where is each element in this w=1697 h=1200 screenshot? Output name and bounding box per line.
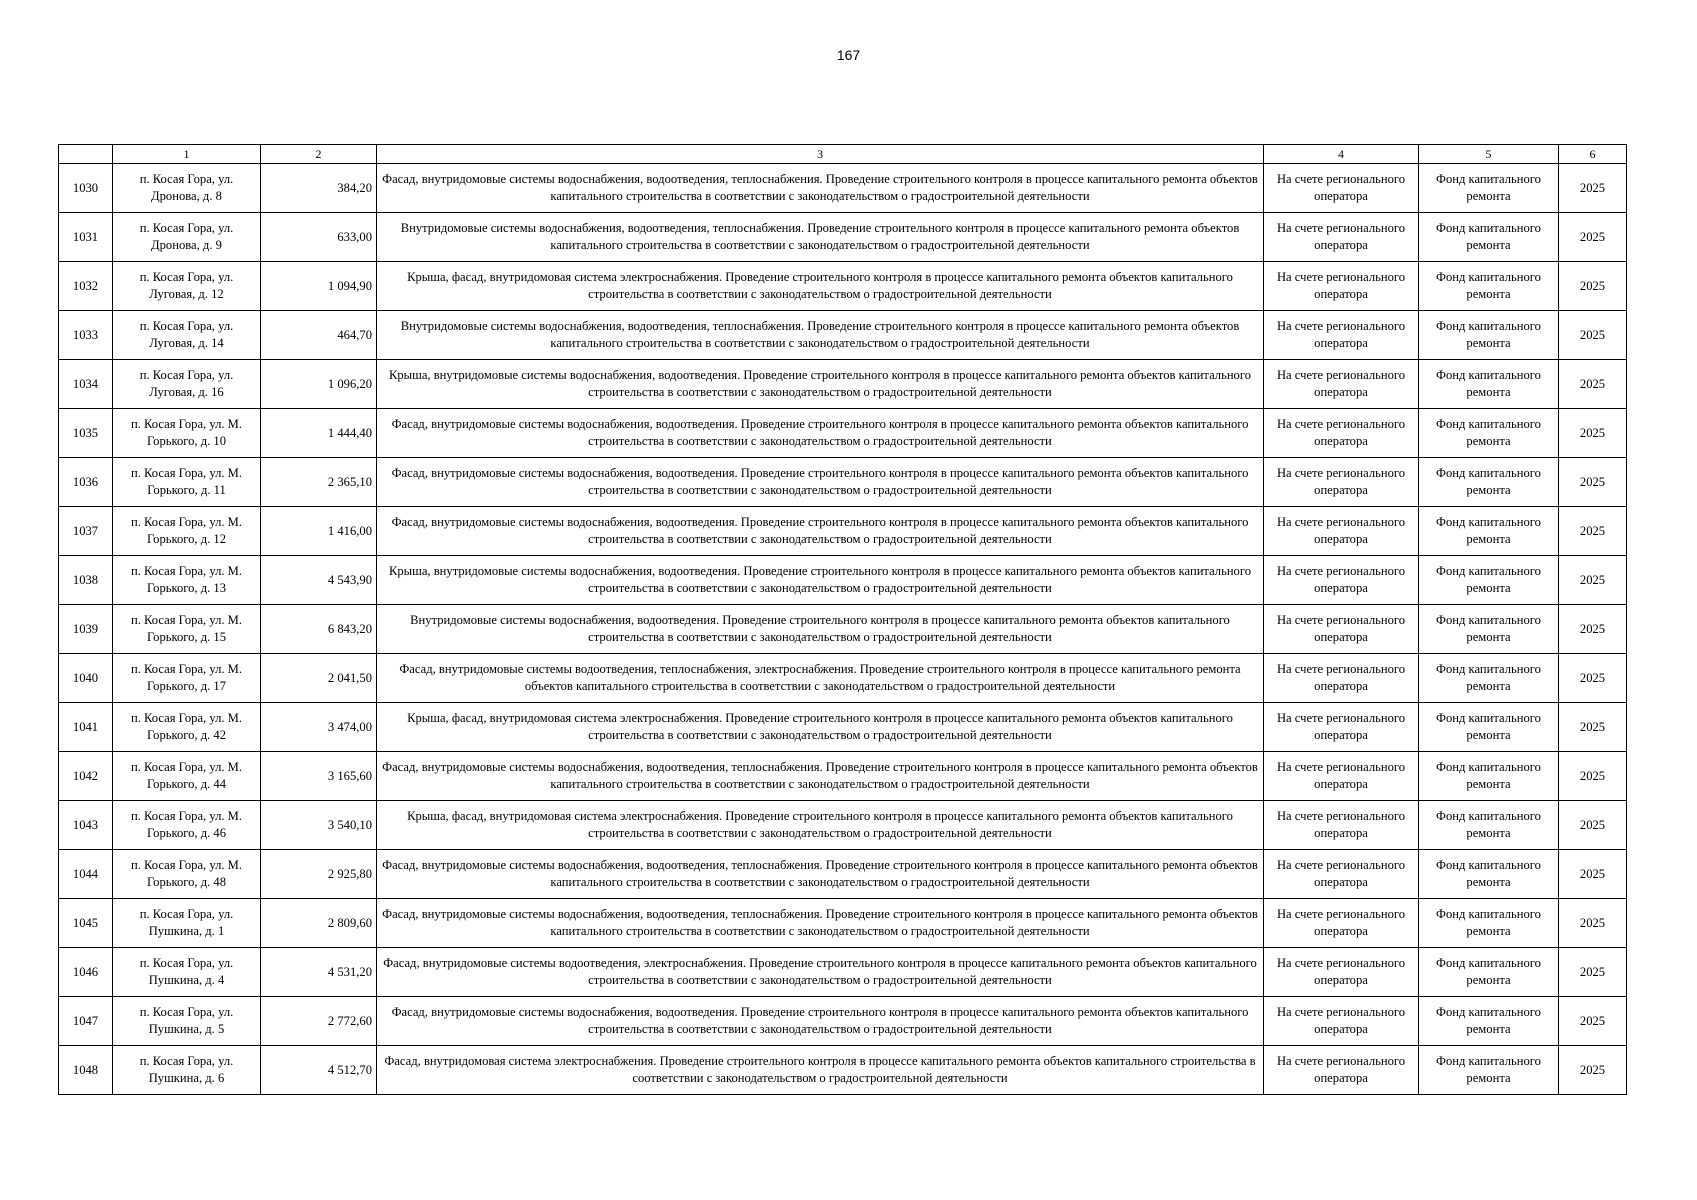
address-cell: п. Косая Гора, ул. М. Горького, д. 13 <box>113 556 261 605</box>
address-cell: п. Косая Гора, ул. М. Горького, д. 46 <box>113 801 261 850</box>
funding-source-cell: Фонд капитального ремонта <box>1419 850 1559 899</box>
year-cell: 2025 <box>1559 850 1627 899</box>
works-cell: Фасад, внутридомовая система электроснабжения. Проведение строительного контроля в процессе капитального ремонта объектов капитального строительства в соответствии с законодательством о градостроительной деятельности <box>377 1046 1264 1095</box>
works-cell: Фасад, внутридомовые системы водоснабжения, водоотведения. Проведение строительного контроля в процессе капитального ремонта объектов капитального строительства в соответствии с законодательством о градостроительной деятельности <box>377 997 1264 1046</box>
table-row <box>59 458 1627 507</box>
year-cell: 2025 <box>1559 605 1627 654</box>
address-cell: п. Косая Гора, ул. Дронова, д. 9 <box>113 213 261 262</box>
account-method-cell: На счете регионального оператора <box>1264 752 1419 801</box>
works-cell: Фасад, внутридомовые системы водоснабжения, водоотведения. Проведение строительного контроля в процессе капитального ремонта объектов капитального строительства в соответствии с законодательством о градостроительной деятельности <box>377 458 1264 507</box>
account-method-cell: На счете регионального оператора <box>1264 311 1419 360</box>
row-number: 1032 <box>59 262 113 311</box>
row-number: 1047 <box>59 997 113 1046</box>
account-method-cell: На счете регионального оператора <box>1264 899 1419 948</box>
address-cell: п. Косая Гора, ул. Пушкина, д. 5 <box>113 997 261 1046</box>
works-cell: Крыша, внутридомовые системы водоснабжения, водоотведения. Проведение строительного контроля в процессе капитального ремонта объектов капитального строительства в соответствии с законодательством о градостроительной деятельности <box>377 360 1264 409</box>
area-cell: 384,20 <box>261 164 377 213</box>
header-cell: 6 <box>1559 145 1627 164</box>
funding-source-cell: Фонд капитального ремонта <box>1419 1046 1559 1095</box>
row-number: 1043 <box>59 801 113 850</box>
account-method-cell: На счете регионального оператора <box>1264 458 1419 507</box>
funding-source-cell: Фонд капитального ремонта <box>1419 360 1559 409</box>
table-row <box>59 605 1627 654</box>
table-row <box>59 556 1627 605</box>
address-cell: п. Косая Гора, ул. М. Горького, д. 48 <box>113 850 261 899</box>
header-row <box>59 145 1627 164</box>
row-number: 1035 <box>59 409 113 458</box>
address-cell: п. Косая Гора, ул. Луговая, д. 14 <box>113 311 261 360</box>
funding-source-cell: Фонд капитального ремонта <box>1419 899 1559 948</box>
works-cell: Внутридомовые системы водоснабжения, водоотведения, теплоснабжения. Проведение строительного контроля в процессе капитального ремонта объектов капитального строительства в соответствии с законодательством о градостроительной деятельности <box>377 213 1264 262</box>
year-cell: 2025 <box>1559 164 1627 213</box>
works-cell: Крыша, фасад, внутридомовая система электроснабжения. Проведение строительного контроля в процессе капитального ремонта объектов капитального строительства в соответствии с законодательством о градостроительной деятельности <box>377 801 1264 850</box>
repair-register-table <box>58 144 1627 1095</box>
year-cell: 2025 <box>1559 1046 1627 1095</box>
area-cell: 4 543,90 <box>261 556 377 605</box>
table-row <box>59 899 1627 948</box>
row-number: 1042 <box>59 752 113 801</box>
table-row <box>59 850 1627 899</box>
area-cell: 2 925,80 <box>261 850 377 899</box>
header-cell: 1 <box>113 145 261 164</box>
works-cell: Фасад, внутридомовые системы водоотведения, электроснабжения. Проведение строительного контроля в процессе капитального ремонта объектов капитального строительства в соответствии с законодательством о градостроительной деятельности <box>377 948 1264 997</box>
account-method-cell: На счете регионального оператора <box>1264 409 1419 458</box>
account-method-cell: На счете регионального оператора <box>1264 360 1419 409</box>
works-cell: Фасад, внутридомовые системы водоснабжения, водоотведения. Проведение строительного контроля в процессе капитального ремонта объектов капитального строительства в соответствии с законодательством о градостроительной деятельности <box>377 409 1264 458</box>
area-cell: 2 772,60 <box>261 997 377 1046</box>
row-number: 1037 <box>59 507 113 556</box>
area-cell: 1 096,20 <box>261 360 377 409</box>
address-cell: п. Косая Гора, ул. М. Горького, д. 12 <box>113 507 261 556</box>
row-number: 1036 <box>59 458 113 507</box>
funding-source-cell: Фонд капитального ремонта <box>1419 311 1559 360</box>
year-cell: 2025 <box>1559 311 1627 360</box>
area-cell: 1 416,00 <box>261 507 377 556</box>
funding-source-cell: Фонд капитального ремонта <box>1419 801 1559 850</box>
year-cell: 2025 <box>1559 507 1627 556</box>
area-cell: 3 540,10 <box>261 801 377 850</box>
account-method-cell: На счете регионального оператора <box>1264 262 1419 311</box>
account-method-cell: На счете регионального оператора <box>1264 654 1419 703</box>
works-cell: Крыша, внутридомовые системы водоснабжения, водоотведения. Проведение строительного контроля в процессе капитального ремонта объектов капитального строительства в соответствии с законодательством о градостроительной деятельности <box>377 556 1264 605</box>
row-number: 1033 <box>59 311 113 360</box>
address-cell: п. Косая Гора, ул. Пушкина, д. 6 <box>113 1046 261 1095</box>
row-number: 1031 <box>59 213 113 262</box>
works-cell: Внутридомовые системы водоснабжения, водоотведения, теплоснабжения. Проведение строительного контроля в процессе капитального ремонта объектов капитального строительства в соответствии с законодательством о градостроительной деятельности <box>377 311 1264 360</box>
row-number: 1034 <box>59 360 113 409</box>
funding-source-cell: Фонд капитального ремонта <box>1419 458 1559 507</box>
row-number: 1040 <box>59 654 113 703</box>
year-cell: 2025 <box>1559 801 1627 850</box>
account-method-cell: На счете регионального оператора <box>1264 948 1419 997</box>
works-cell: Крыша, фасад, внутридомовая система электроснабжения. Проведение строительного контроля в процессе капитального ремонта объектов капитального строительства в соответствии с законодательством о градостроительной деятельности <box>377 703 1264 752</box>
row-number: 1038 <box>59 556 113 605</box>
account-method-cell: На счете регионального оператора <box>1264 801 1419 850</box>
funding-source-cell: Фонд капитального ремонта <box>1419 997 1559 1046</box>
row-number: 1046 <box>59 948 113 997</box>
table-row <box>59 654 1627 703</box>
address-cell: п. Косая Гора, ул. Луговая, д. 16 <box>113 360 261 409</box>
funding-source-cell: Фонд капитального ремонта <box>1419 556 1559 605</box>
table-row <box>59 752 1627 801</box>
works-cell: Фасад, внутридомовые системы водоснабжения, водоотведения, теплоснабжения. Проведение строительного контроля в процессе капитального ремонта объектов капитального строительства в соответствии с законодательством о градостроительной деятельности <box>377 164 1264 213</box>
funding-source-cell: Фонд капитального ремонта <box>1419 654 1559 703</box>
account-method-cell: На счете регионального оператора <box>1264 850 1419 899</box>
row-number: 1048 <box>59 1046 113 1095</box>
area-cell: 1 094,90 <box>261 262 377 311</box>
row-number: 1044 <box>59 850 113 899</box>
table-row <box>59 1046 1627 1095</box>
area-cell: 4 512,70 <box>261 1046 377 1095</box>
works-cell: Крыша, фасад, внутридомовая система электроснабжения. Проведение строительного контроля в процессе капитального ремонта объектов капитального строительства в соответствии с законодательством о градостроительной деятельности <box>377 262 1264 311</box>
account-method-cell: На счете регионального оператора <box>1264 1046 1419 1095</box>
table-row <box>59 507 1627 556</box>
area-cell: 6 843,20 <box>261 605 377 654</box>
area-cell: 3 165,60 <box>261 752 377 801</box>
area-cell: 464,70 <box>261 311 377 360</box>
funding-source-cell: Фонд капитального ремонта <box>1419 409 1559 458</box>
account-method-cell: На счете регионального оператора <box>1264 997 1419 1046</box>
header-cell: 5 <box>1419 145 1559 164</box>
page-number: 167 <box>836 47 861 63</box>
year-cell: 2025 <box>1559 899 1627 948</box>
funding-source-cell: Фонд капитального ремонта <box>1419 703 1559 752</box>
address-cell: п. Косая Гора, ул. Пушкина, д. 4 <box>113 948 261 997</box>
table-row <box>59 409 1627 458</box>
account-method-cell: На счете регионального оператора <box>1264 703 1419 752</box>
works-cell: Внутридомовые системы водоснабжения, водоотведения. Проведение строительного контроля в процессе капитального ремонта объектов капитального строительства в соответствии с законодательством о градостроительной деятельности <box>377 605 1264 654</box>
table-row <box>59 311 1627 360</box>
area-cell: 1 444,40 <box>261 409 377 458</box>
funding-source-cell: Фонд капитального ремонта <box>1419 752 1559 801</box>
area-cell: 4 531,20 <box>261 948 377 997</box>
account-method-cell: На счете регионального оператора <box>1264 164 1419 213</box>
table-row <box>59 948 1627 997</box>
area-cell: 3 474,00 <box>261 703 377 752</box>
address-cell: п. Косая Гора, ул. М. Горького, д. 17 <box>113 654 261 703</box>
area-cell: 2 041,50 <box>261 654 377 703</box>
funding-source-cell: Фонд капитального ремонта <box>1419 948 1559 997</box>
area-cell: 2 365,10 <box>261 458 377 507</box>
header-cell: 3 <box>377 145 1264 164</box>
header-cell: 4 <box>1264 145 1419 164</box>
works-cell: Фасад, внутридомовые системы водоснабжения, водоотведения. Проведение строительного контроля в процессе капитального ремонта объектов капитального строительства в соответствии с законодательством о градостроительной деятельности <box>377 507 1264 556</box>
address-cell: п. Косая Гора, ул. М. Горького, д. 42 <box>113 703 261 752</box>
table-row <box>59 703 1627 752</box>
year-cell: 2025 <box>1559 703 1627 752</box>
account-method-cell: На счете регионального оператора <box>1264 556 1419 605</box>
year-cell: 2025 <box>1559 752 1627 801</box>
row-number: 1039 <box>59 605 113 654</box>
row-number: 1045 <box>59 899 113 948</box>
funding-source-cell: Фонд капитального ремонта <box>1419 164 1559 213</box>
year-cell: 2025 <box>1559 262 1627 311</box>
address-cell: п. Косая Гора, ул. Луговая, д. 12 <box>113 262 261 311</box>
row-number: 1041 <box>59 703 113 752</box>
table-row <box>59 164 1627 213</box>
funding-source-cell: Фонд капитального ремонта <box>1419 213 1559 262</box>
address-cell: п. Косая Гора, ул. М. Горького, д. 44 <box>113 752 261 801</box>
address-cell: п. Косая Гора, ул. Дронова, д. 8 <box>113 164 261 213</box>
works-cell: Фасад, внутридомовые системы водоснабжения, водоотведения, теплоснабжения. Проведение строительного контроля в процессе капитального ремонта объектов капитального строительства в соответствии с законодательством о градостроительной деятельности <box>377 899 1264 948</box>
year-cell: 2025 <box>1559 948 1627 997</box>
table-row <box>59 360 1627 409</box>
table-row <box>59 213 1627 262</box>
row-number: 1030 <box>59 164 113 213</box>
works-cell: Фасад, внутридомовые системы водоснабжения, водоотведения, теплоснабжения. Проведение строительного контроля в процессе капитального ремонта объектов капитального строительства в соответствии с законодательством о градостроительной деятельности <box>377 752 1264 801</box>
funding-source-cell: Фонд капитального ремонта <box>1419 605 1559 654</box>
year-cell: 2025 <box>1559 458 1627 507</box>
account-method-cell: На счете регионального оператора <box>1264 213 1419 262</box>
header-cell <box>59 145 113 164</box>
header-cell: 2 <box>261 145 377 164</box>
works-cell: Фасад, внутридомовые системы водоснабжения, водоотведения, теплоснабжения. Проведение строительного контроля в процессе капитального ремонта объектов капитального строительства в соответствии с законодательством о градостроительной деятельности <box>377 850 1264 899</box>
year-cell: 2025 <box>1559 997 1627 1046</box>
address-cell: п. Косая Гора, ул. М. Горького, д. 11 <box>113 458 261 507</box>
year-cell: 2025 <box>1559 360 1627 409</box>
funding-source-cell: Фонд капитального ремонта <box>1419 507 1559 556</box>
address-cell: п. Косая Гора, ул. Пушкина, д. 1 <box>113 899 261 948</box>
address-cell: п. Косая Гора, ул. М. Горького, д. 15 <box>113 605 261 654</box>
table-row <box>59 801 1627 850</box>
funding-source-cell: Фонд капитального ремонта <box>1419 262 1559 311</box>
year-cell: 2025 <box>1559 654 1627 703</box>
area-cell: 2 809,60 <box>261 899 377 948</box>
area-cell: 633,00 <box>261 213 377 262</box>
year-cell: 2025 <box>1559 213 1627 262</box>
account-method-cell: На счете регионального оператора <box>1264 605 1419 654</box>
address-cell: п. Косая Гора, ул. М. Горького, д. 10 <box>113 409 261 458</box>
table-row <box>59 262 1627 311</box>
year-cell: 2025 <box>1559 409 1627 458</box>
table-row <box>59 997 1627 1046</box>
works-cell: Фасад, внутридомовые системы водоотведения, теплоснабжения, электроснабжения. Проведение строительного контроля в процессе капитального ремонта объектов капитального строительства в соответствии с законодательством о градостроительной деятельности <box>377 654 1264 703</box>
account-method-cell: На счете регионального оператора <box>1264 507 1419 556</box>
year-cell: 2025 <box>1559 556 1627 605</box>
